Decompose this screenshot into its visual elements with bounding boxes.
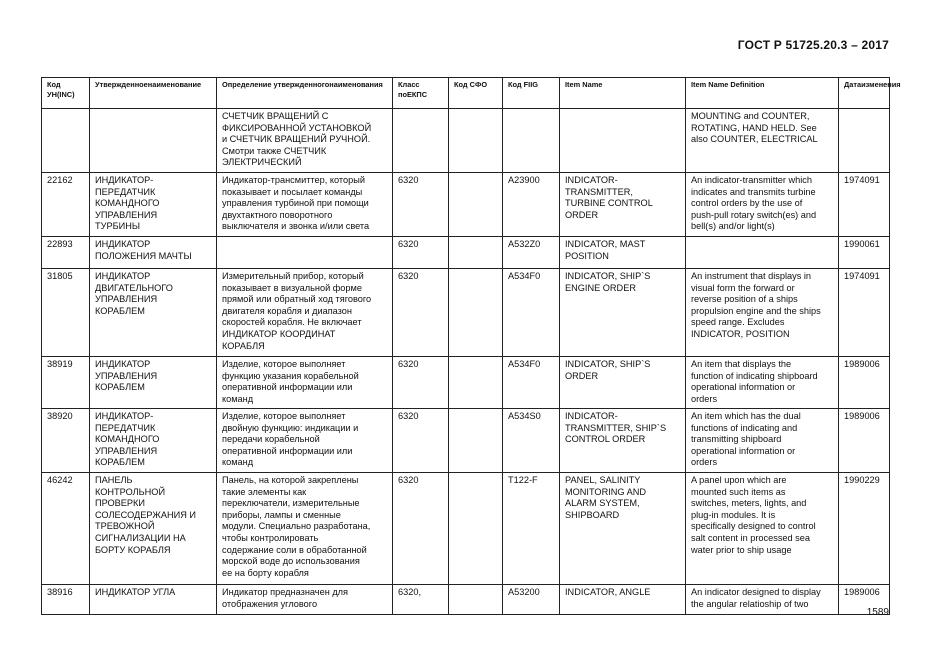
cell-line: ИНДИКАТОР bbox=[95, 239, 151, 249]
cell-code: 38916 bbox=[42, 585, 90, 615]
cell-line: INDICATOR, SHIP`S bbox=[565, 359, 651, 369]
cell-line: ENGINE ORDER bbox=[565, 282, 636, 293]
cell-item-name-definition bbox=[686, 409, 839, 473]
cell-line: отображения углового bbox=[222, 598, 318, 609]
cell-item-name bbox=[560, 173, 686, 237]
cell-line: function of indicating shipboard bbox=[691, 370, 818, 381]
cell-line: КОРАБЛЯ bbox=[222, 340, 265, 351]
cell-item-name bbox=[560, 237, 686, 269]
cell-line: ЭЛЕКТРИЧЕСКИЙ bbox=[222, 157, 302, 168]
cell-line: показывает в визуальной форме bbox=[222, 282, 362, 293]
cell-ekps-class: 6320 bbox=[393, 237, 449, 269]
cell-line: the angular relatioship of two bbox=[691, 598, 809, 609]
cell-line: also COUNTER, ELECTRICAL bbox=[691, 134, 818, 145]
cell-line: ORDER bbox=[565, 209, 599, 220]
cell-line: Измерительный прибор, который bbox=[222, 271, 364, 281]
cell-line: УПРАВЛЕНИЯ bbox=[95, 209, 158, 220]
cell-fiig-code: A534S0 bbox=[503, 409, 560, 473]
cell-approved-definition bbox=[217, 357, 393, 409]
cell-line: ROTATING, HAND HELD. See bbox=[691, 122, 817, 133]
cell-line: Код СФО bbox=[454, 80, 488, 89]
cell-line: bell(s) and/or light(s) bbox=[691, 221, 775, 232]
cell-line: двигателя корабля и диапазон bbox=[222, 305, 352, 316]
cell-line: (INC) bbox=[56, 90, 75, 99]
cell-line: изменения bbox=[861, 80, 901, 89]
cell-ekps-class: 6320 bbox=[393, 357, 449, 409]
header-sfo-code bbox=[449, 78, 503, 109]
cell-sfo-code bbox=[449, 409, 503, 473]
cell-line: ЕКПС bbox=[406, 90, 428, 99]
cell-line: switches, meters, lights, and bbox=[691, 498, 807, 509]
cell-line: двойную функцию: индикации и bbox=[222, 422, 359, 433]
cell-line: operational information or bbox=[691, 382, 796, 393]
cell-item-name-definition bbox=[686, 269, 839, 357]
cell-line: Изделие, которое выполняет bbox=[222, 411, 346, 421]
cell-line: orders bbox=[691, 393, 718, 404]
cell-line: visual form the forward or bbox=[691, 282, 795, 293]
cell-line: orders bbox=[691, 457, 718, 468]
cell-line: INDICATOR, SHIP`S bbox=[565, 271, 651, 281]
cell-item-name bbox=[560, 357, 686, 409]
cell-line: ИНДИКАТОР bbox=[95, 359, 151, 369]
header-approved-definition bbox=[217, 78, 393, 109]
cell-fiig-code: A23900 bbox=[503, 173, 560, 237]
cell-line: Смотри также СЧЕТЧИК bbox=[222, 145, 327, 156]
table-row bbox=[42, 237, 890, 269]
cell-line: команд bbox=[222, 457, 254, 468]
cell-line: indicates and transmits turbine bbox=[691, 186, 816, 197]
cell-fiig-code: A53200 bbox=[503, 585, 560, 615]
cell-line: ПОЛОЖЕНИЯ МАЧТЫ bbox=[95, 250, 192, 261]
cell-change-date: 1989006 bbox=[839, 357, 890, 409]
cell-approved-definition bbox=[217, 109, 393, 173]
cell-line: КОРАБЛЕМ bbox=[95, 382, 145, 393]
page-number: 1589 bbox=[866, 607, 889, 618]
cell-approved-name bbox=[90, 237, 217, 269]
cell-sfo-code bbox=[449, 357, 503, 409]
cell-approved-name bbox=[90, 585, 217, 615]
table-header-row bbox=[42, 78, 890, 109]
cell-approved-name bbox=[90, 473, 217, 585]
cell-line: БОРТУ КОРАБЛЯ bbox=[95, 544, 171, 555]
classification-table bbox=[41, 77, 901, 615]
cell-sfo-code bbox=[449, 237, 503, 269]
cell-line: ИНДИКАТОР КООРДИНАТ bbox=[222, 328, 336, 339]
cell-line: СЧЕТЧИК ВРАЩЕНИЙ С bbox=[222, 111, 329, 121]
cell-line: INDICATOR, MAST bbox=[565, 239, 646, 249]
cell-change-date bbox=[839, 109, 890, 173]
cell-line: TRANSMITTER, bbox=[565, 186, 633, 197]
cell-line: УПРАВЛЕНИЯ bbox=[95, 445, 158, 456]
header-change-date bbox=[839, 78, 901, 109]
cell-line: ORDER bbox=[565, 370, 599, 381]
cell-line: TURBINE CONTROL bbox=[565, 198, 653, 209]
table-row bbox=[42, 173, 890, 237]
cell-approved-name bbox=[90, 269, 217, 357]
cell-line: команд bbox=[222, 393, 254, 404]
cell-line: ПРОВЕРКИ bbox=[95, 498, 146, 509]
cell-item-name bbox=[560, 109, 686, 173]
cell-sfo-code bbox=[449, 473, 503, 585]
cell-line: ИНДИКАТОР- bbox=[95, 175, 154, 185]
cell-line: INDICATOR- bbox=[565, 411, 618, 421]
cell-line: ТУРБИНЫ bbox=[95, 221, 140, 232]
table-row bbox=[42, 269, 890, 357]
cell-approved-definition bbox=[217, 473, 393, 585]
cell-approved-definition bbox=[217, 237, 393, 269]
cell-sfo-code bbox=[449, 173, 503, 237]
cell-code bbox=[42, 109, 90, 173]
cell-line: specifically designed to control bbox=[691, 521, 816, 532]
cell-approved-definition bbox=[217, 409, 393, 473]
table-row bbox=[42, 585, 890, 615]
cell-item-name bbox=[560, 473, 686, 585]
cell-change-date: 1989006 bbox=[839, 585, 890, 615]
cell-line: MONITORING AND bbox=[565, 486, 646, 497]
cell-line: INDICATOR- bbox=[565, 175, 618, 185]
cell-item-name bbox=[560, 269, 686, 357]
cell-approved-definition bbox=[217, 585, 393, 615]
cell-line: ИНДИКАТОР УГЛА bbox=[95, 587, 176, 597]
cell-ekps-class: 6320 bbox=[393, 473, 449, 585]
cell-change-date: 1974091 bbox=[839, 269, 890, 357]
cell-line: чтобы контролировать bbox=[222, 532, 319, 543]
cell-line: показывает и посылает команды bbox=[222, 186, 363, 197]
cell-line: содержание соли в обработанной bbox=[222, 544, 367, 555]
cell-ekps-class: 6320 bbox=[393, 269, 449, 357]
cell-line: Панель, на которой закреплены bbox=[222, 475, 359, 485]
cell-item-name-definition bbox=[686, 237, 839, 269]
cell-line: Изделие, которое выполняет bbox=[222, 359, 346, 369]
cell-approved-name bbox=[90, 109, 217, 173]
cell-fiig-code: A534F0 bbox=[503, 269, 560, 357]
cell-line: оперативной информации или bbox=[222, 445, 353, 456]
cell-line: INDICATOR, ANGLE bbox=[565, 587, 651, 597]
cell-line: Item Name bbox=[565, 80, 603, 89]
cell-line: An indicator designed to display bbox=[691, 587, 821, 597]
cell-line: transmitting shipboard bbox=[691, 434, 782, 445]
table-row bbox=[42, 473, 890, 585]
cell-line: переключатели, измерительные bbox=[222, 498, 360, 509]
header-ekps-class bbox=[393, 78, 449, 109]
cell-fiig-code: A532Z0 bbox=[503, 237, 560, 269]
table-row bbox=[42, 357, 890, 409]
table-row bbox=[42, 409, 890, 473]
cell-line: water prior to ship usage bbox=[691, 544, 792, 555]
cell-line: Индикатор-трансмиттер, который bbox=[222, 175, 365, 185]
cell-line: CONTROL ORDER bbox=[565, 434, 646, 445]
cell-line: КОМАНДНОГО bbox=[95, 434, 160, 445]
cell-line: управления турбиной при помощи bbox=[222, 198, 369, 209]
cell-line: SHIPBOARD bbox=[565, 509, 620, 520]
cell-line: speed range. Excludes bbox=[691, 317, 785, 328]
cell-approved-name bbox=[90, 409, 217, 473]
cell-change-date: 1990229 bbox=[839, 473, 890, 585]
cell-line: функцию указания корабельной bbox=[222, 370, 359, 381]
cell-line: УПРАВЛЕНИЯ bbox=[95, 370, 158, 381]
cell-line: СОЛЕСОДЕРЖАНИЯ И bbox=[95, 509, 197, 520]
cell-approved-name bbox=[90, 357, 217, 409]
cell-approved-definition bbox=[217, 269, 393, 357]
cell-item-name-definition bbox=[686, 357, 839, 409]
document-header: ГОСТ Р 51725.20.3 – 2017 bbox=[737, 38, 889, 52]
header-item-name bbox=[560, 78, 686, 109]
cell-fiig-code bbox=[503, 109, 560, 173]
cell-line: ALARM SYSTEM, bbox=[565, 498, 640, 509]
cell-line: Индикатор предназначен для bbox=[222, 587, 349, 597]
cell-line: морской воде до использования bbox=[222, 556, 360, 567]
header-approved-name bbox=[90, 78, 217, 109]
cell-ekps-class bbox=[393, 109, 449, 173]
cell-code: 31805 bbox=[42, 269, 90, 357]
cell-approved-name bbox=[90, 173, 217, 237]
cell-line: plug-in modules. It is bbox=[691, 509, 776, 520]
cell-item-name bbox=[560, 409, 686, 473]
cell-code: 46242 bbox=[42, 473, 90, 585]
cell-line: КОРАБЛЕМ bbox=[95, 457, 145, 468]
cell-line: A panel upon which are bbox=[691, 475, 787, 485]
cell-ekps-class: 6320, bbox=[393, 585, 449, 615]
cell-line: functions of indicating and bbox=[691, 422, 798, 433]
cell-line: push-pull rotary switch(es) and bbox=[691, 209, 817, 220]
cell-line: ИНДИКАТОР- bbox=[95, 411, 154, 421]
cell-line: Определение утвержденного bbox=[222, 80, 330, 89]
cell-line: приборы, лампы и сменные bbox=[222, 509, 341, 520]
cell-item-name bbox=[560, 585, 686, 615]
cell-line: ФИКСИРОВАННОЙ УСТАНОВКОЙ bbox=[222, 122, 372, 133]
cell-line: Дата bbox=[844, 80, 862, 89]
cell-line: оперативной информации или bbox=[222, 382, 353, 393]
cell-sfo-code bbox=[449, 585, 503, 615]
cell-code: 22162 bbox=[42, 173, 90, 237]
cell-line: ПАНЕЛЬ bbox=[95, 475, 133, 485]
cell-line: КОНТРОЛЬНОЙ bbox=[95, 486, 166, 497]
cell-item-name-definition bbox=[686, 109, 839, 173]
cell-item-name-definition bbox=[686, 473, 839, 585]
cell-line: control orders by the use of bbox=[691, 198, 803, 209]
cell-line: такие элементы как bbox=[222, 486, 307, 497]
cell-line: TRANSMITTER, SHIP`S bbox=[565, 422, 667, 433]
cell-line: PANEL, SALINITY bbox=[565, 475, 641, 485]
cell-item-name-definition bbox=[686, 173, 839, 237]
cell-line: двухтактного поворотного bbox=[222, 209, 333, 220]
cell-sfo-code bbox=[449, 269, 503, 357]
cell-line: Код УН bbox=[47, 80, 61, 99]
table-row bbox=[42, 109, 890, 173]
cell-change-date: 1974091 bbox=[839, 173, 890, 237]
cell-line: An item that displays the bbox=[691, 359, 792, 369]
cell-line: POSITION bbox=[565, 250, 609, 261]
table-body bbox=[42, 109, 890, 615]
cell-code: 38920 bbox=[42, 409, 90, 473]
header-code bbox=[42, 78, 90, 109]
cell-line: MOUNTING and COUNTER, bbox=[691, 111, 810, 121]
cell-line: наименование bbox=[147, 80, 202, 89]
cell-line: ПЕРЕДАТЧИК bbox=[95, 422, 156, 433]
cell-line: INDICATOR, POSITION bbox=[691, 328, 790, 339]
cell-fiig-code: A534F0 bbox=[503, 357, 560, 409]
cell-line: УПРАВЛЕНИЯ bbox=[95, 294, 158, 305]
cell-line: mounted such items as bbox=[691, 486, 786, 497]
cell-ekps-class: 6320 bbox=[393, 173, 449, 237]
cell-line: Item Name Definition bbox=[691, 80, 765, 89]
cell-line: СИГНАЛИЗАЦИИ НА bbox=[95, 532, 186, 543]
cell-line: An item which has the dual bbox=[691, 411, 801, 421]
cell-line: и СЧЕТЧИК ВРАЩЕНИЙ РУЧНОЙ. bbox=[222, 134, 371, 145]
cell-line: ее на борту корабля bbox=[222, 567, 309, 578]
cell-line: прямой или обратный ход тягового bbox=[222, 294, 372, 305]
cell-line: КОМАНДНОГО bbox=[95, 198, 160, 209]
cell-fiig-code: T122-F bbox=[503, 473, 560, 585]
cell-line: КОРАБЛЕМ bbox=[95, 305, 145, 316]
cell-approved-definition bbox=[217, 173, 393, 237]
cell-change-date: 1990061 bbox=[839, 237, 890, 269]
cell-line: ТРЕВОЖНОЙ bbox=[95, 521, 155, 532]
cell-line: propulsion engine and the ships bbox=[691, 305, 821, 316]
cell-line: operational information or bbox=[691, 445, 796, 456]
cell-line: An indicator-transmitter which bbox=[691, 175, 813, 185]
cell-line: модули. Специально разработана, bbox=[222, 521, 371, 532]
header-item-name-definition bbox=[686, 78, 839, 109]
cell-line: выключателя и звонка и/или света bbox=[222, 221, 370, 232]
cell-line: скоростей корабля. Не включает bbox=[222, 317, 362, 328]
cell-line: An instrument that displays in bbox=[691, 271, 812, 281]
cell-line: Класс по bbox=[398, 80, 420, 99]
header-fiig-code bbox=[503, 78, 560, 109]
cell-line: ИНДИКАТОР bbox=[95, 271, 151, 281]
cell-line: salt content in processed sea bbox=[691, 532, 810, 543]
cell-item-name-definition bbox=[686, 585, 839, 615]
cell-line: reverse position of a ships bbox=[691, 294, 798, 305]
cell-code: 22893 bbox=[42, 237, 90, 269]
cell-sfo-code bbox=[449, 109, 503, 173]
cell-change-date: 1989006 bbox=[839, 409, 890, 473]
cell-line: ПЕРЕДАТЧИК bbox=[95, 186, 156, 197]
cell-line: передачи корабельной bbox=[222, 434, 320, 445]
cell-code: 38919 bbox=[42, 357, 90, 409]
cell-line: ДВИГАТЕЛЬНОГО bbox=[95, 282, 173, 293]
cell-line: наименования bbox=[329, 80, 383, 89]
cell-ekps-class: 6320 bbox=[393, 409, 449, 473]
cell-line: Код FIIG bbox=[508, 80, 539, 89]
cell-line: Утвержденное bbox=[95, 80, 148, 89]
